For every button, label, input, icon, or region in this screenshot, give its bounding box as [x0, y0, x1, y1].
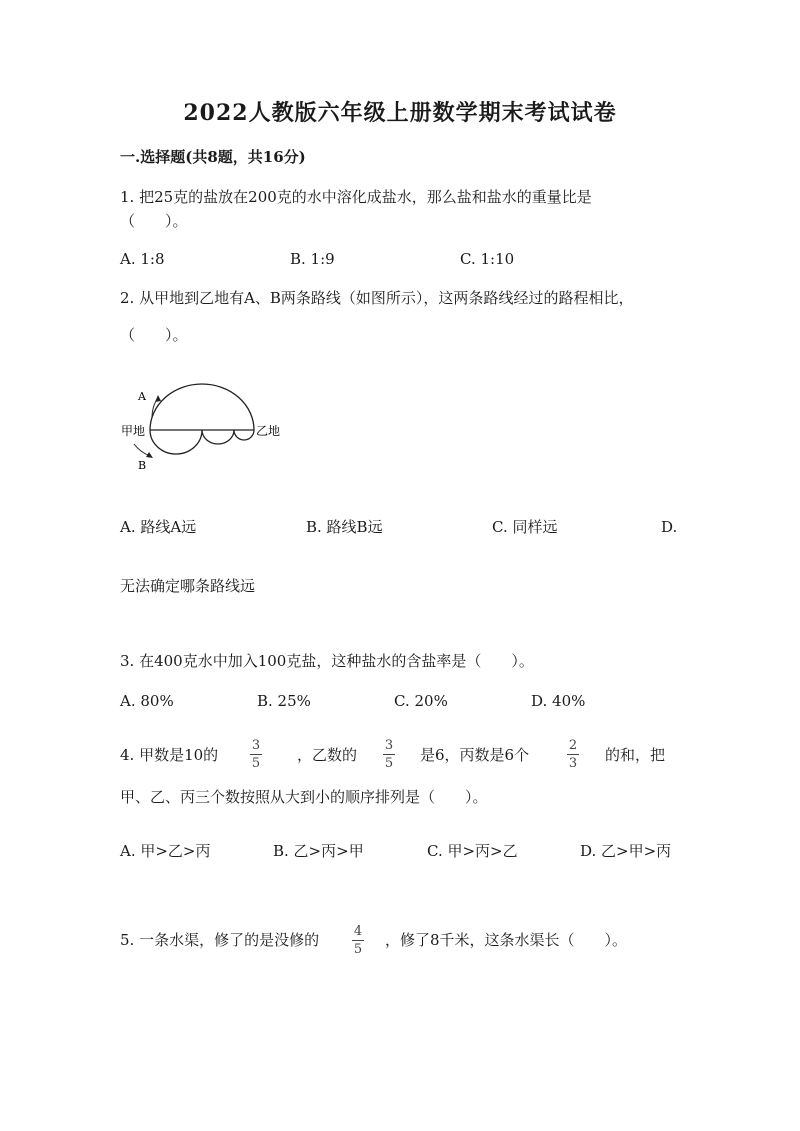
route-b-arc-1 — [150, 430, 202, 454]
q2-option-d[interactable]: D. — [661, 518, 678, 536]
q3-option-d[interactable]: D. 40% — [531, 692, 586, 710]
route-b-label: B — [138, 459, 147, 472]
q1-stem-line1: 1. 把25克的盐放在200克的水中溶化成盐水，那么盐和盐水的重量比是 — [120, 188, 592, 206]
route-b-arc-2 — [202, 430, 234, 444]
q3-stem: 3. 在400克水中加入100克盐，这种盐水的含盐率是（ ）。 — [120, 652, 534, 670]
q5-fraction — [352, 924, 364, 957]
fraction-bar — [567, 754, 579, 755]
route-diagram — [112, 378, 292, 478]
q1-option-a[interactable]: A. 1:8 — [120, 250, 165, 268]
q5-stem-part2: ，修了8千米，这条水渠长（ ）。 — [385, 931, 628, 949]
section-heading: 一.选择题(共8题，共16分) — [120, 148, 306, 166]
q4-fraction-1-denominator: 5 — [251, 756, 261, 771]
q4-stem-line2: 甲、乙、丙三个数按照从大到小的顺序排列是（ ）。 — [120, 788, 488, 806]
q5-stem-part1: 5. 一条水渠，修了的是没修的 — [120, 931, 320, 949]
q4-stem-part3: 是6，丙数是6个 — [420, 746, 530, 764]
start-label: 甲地 — [121, 424, 146, 438]
q2-option-b[interactable]: B. 路线B远 — [306, 518, 383, 536]
arrow-b-icon — [134, 444, 150, 456]
q4-fraction-1 — [250, 738, 262, 771]
q2-option-d-text: 无法确定哪条路线远 — [120, 577, 256, 595]
q4-fraction-2 — [383, 738, 395, 771]
q4-stem-part1: 4. 甲数是10的 — [120, 746, 219, 764]
q4-option-d[interactable]: D. 乙>甲>丙 — [580, 842, 672, 860]
q4-stem-part2: ，乙数的 — [297, 746, 358, 764]
fraction-bar — [250, 754, 262, 755]
q4-fraction-3-numerator: 2 — [568, 738, 578, 753]
fraction-bar — [383, 754, 395, 755]
q1-option-c[interactable]: C. 1:10 — [460, 250, 515, 268]
q4-fraction-2-denominator: 5 — [384, 756, 394, 771]
q4-option-a[interactable]: A. 甲>乙>丙 — [120, 842, 211, 860]
q2-option-c[interactable]: C. 同样远 — [492, 518, 558, 536]
q2-option-a[interactable]: A. 路线A远 — [120, 518, 197, 536]
route-b-arc-3 — [234, 430, 254, 440]
q4-fraction-3-denominator: 3 — [568, 756, 578, 771]
end-label: 乙地 — [256, 424, 281, 438]
q4-fraction-3 — [567, 738, 579, 771]
route-a-arc — [150, 384, 254, 430]
arrow-a-head-icon — [155, 395, 161, 402]
q3-option-a[interactable]: A. 80% — [120, 692, 174, 710]
page-title: 2022人教版六年级上册数学期末考试试卷 — [183, 100, 617, 126]
fraction-bar — [352, 940, 364, 941]
q4-option-b[interactable]: B. 乙>丙>甲 — [273, 842, 364, 860]
q1-option-b[interactable]: B. 1:9 — [290, 250, 335, 268]
q2-stem-line1: 2. 从甲地到乙地有A、B两条路线（如图所示），这两条路线经过的路程相比， — [120, 289, 634, 307]
q2-stem-line2: （ ）。 — [120, 326, 188, 344]
q5-fraction-numerator: 4 — [353, 924, 363, 939]
q3-option-b[interactable]: B. 25% — [257, 692, 311, 710]
route-a-label: A — [138, 390, 146, 403]
q1-stem-line2: （ ）。 — [120, 212, 188, 230]
q3-option-c[interactable]: C. 20% — [394, 692, 448, 710]
q4-option-c[interactable]: C. 甲>丙>乙 — [427, 842, 518, 860]
q4-fraction-2-numerator: 3 — [384, 738, 394, 753]
q5-fraction-denominator: 5 — [353, 942, 363, 957]
q4-stem-part4: 的和，把 — [605, 746, 666, 764]
q4-fraction-1-numerator: 3 — [251, 738, 261, 753]
